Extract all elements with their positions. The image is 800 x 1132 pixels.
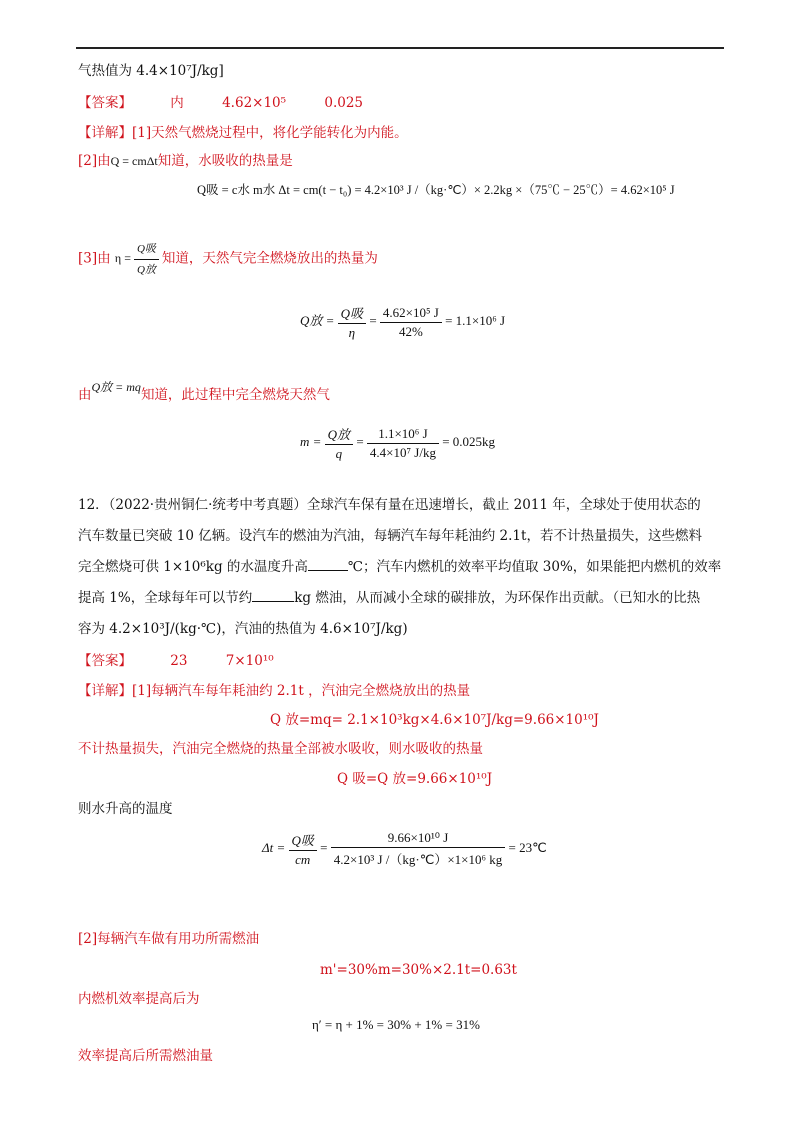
explanation-line: 内燃机效率提高后为 bbox=[78, 991, 200, 1007]
explanation-text: 知道，水吸收的热量是 bbox=[157, 153, 293, 169]
formula-result: = 1.1×10⁶ J bbox=[445, 312, 506, 328]
formula-lhs: Q放 = bbox=[300, 312, 335, 328]
header-rule bbox=[76, 47, 724, 49]
efficiency-formula bbox=[114, 243, 162, 276]
fraction-denominator: η bbox=[348, 325, 356, 340]
fraction-numerator: 9.66×10¹⁰ J bbox=[331, 830, 506, 848]
answer-value: 7×10¹⁰ bbox=[225, 653, 274, 669]
fraction-numerator: Q吸 bbox=[289, 830, 317, 851]
fraction-denominator: 42% bbox=[398, 323, 423, 339]
question-line: 汽车数量已突破 10 亿辆。设汽车的燃油为汽油，每辆汽车每年耗油约 2.1t，若不计热量损失，这些燃料 bbox=[78, 528, 702, 544]
fraction-numerator: Q吸 bbox=[134, 240, 159, 260]
answer-value: 4.62×10⁵ bbox=[222, 95, 287, 111]
explanation-text: 由 bbox=[78, 387, 92, 403]
explanation-text: 知道，天然气完全燃烧放出的热量为 bbox=[161, 250, 378, 267]
equation-mass: m = $\frac{\text{Q放}}{q}$ = $\frac{\text{1.1×10⁶ J}}{\text{4.4×10⁷ J/kg}}$ = 0.025kg bbox=[300, 425, 496, 461]
question-line bbox=[78, 558, 721, 576]
formula: Q = cmΔt bbox=[110, 154, 158, 168]
question-line: 12．（2022·贵州铜仁·统考中考真题）全球汽车保有量在迅速增长，截止 2011 年，全球处于使用状态的 bbox=[78, 497, 701, 513]
fraction-numerator: 4.62×10⁵ J bbox=[380, 305, 442, 323]
answer-value: 0.025 bbox=[324, 95, 364, 111]
explanation-text: [2]由 bbox=[78, 153, 111, 169]
formula-lhs: η = bbox=[114, 251, 131, 266]
fraction-numerator: Q吸 bbox=[338, 303, 366, 324]
answer-blank bbox=[308, 558, 348, 571]
fraction-denominator: 4.4×10⁷ J/kg bbox=[369, 444, 436, 460]
question-line: 容为 4.2×10³J/(kg·℃)，汽油的热值为 4.6×10⁷J/kg) bbox=[78, 621, 408, 637]
equation-new-efficiency: η′ = η + 1% = 30% + 1% = 31% bbox=[312, 1017, 480, 1032]
equation-heat-released: Q放 = $\frac{\text{Q吸}}{\eta}$ = $\frac{\text{4.62×10⁵ J}}{42\%}$ = 1.1×10⁶ J bbox=[300, 304, 506, 340]
answer-label: 【答案】 bbox=[78, 653, 132, 669]
explanation-line bbox=[78, 152, 293, 170]
answer-value: 23 bbox=[170, 653, 188, 669]
question-text: ℃；汽车内燃机的效率平均值取 30%，如果能把内燃机的效率 bbox=[347, 559, 722, 575]
formula: Q放 = mq bbox=[91, 380, 141, 394]
equation-line: m'=30%m=30%×2.1t=0.63t bbox=[320, 962, 517, 978]
question-text: kg 燃油，从而减小全球的碳排放，为环保作出贡献。（已知水的比热 bbox=[294, 590, 701, 606]
question-text: 完全燃烧可供 1×10⁶kg 的水温度升高 bbox=[78, 559, 308, 575]
explanation-text: 知道，此过程中完全燃烧天然气 bbox=[140, 387, 330, 403]
explanation-line bbox=[78, 380, 330, 404]
question-text: 提高 1%，全球每年可以节约 bbox=[78, 590, 253, 606]
explanation-line: 则水升高的温度 bbox=[78, 801, 173, 817]
equation-heat-absorbed: Q吸 = c水 m水 Δt = cm(t − t₀) = 4.2×10³ J /（kg·℃）× 2.2kg ×（75℃ − 25℃）= 4.62×10⁵ J bbox=[197, 183, 675, 197]
fraction-numerator: 1.1×10⁶ J bbox=[367, 426, 439, 444]
explanation-line: 不计热量损失，汽油完全燃烧的热量全部被水吸收，则水吸收的热量 bbox=[78, 741, 483, 757]
question-line bbox=[78, 589, 700, 607]
explanation-line: [2]每辆汽车做有用功所需燃油 bbox=[78, 931, 260, 947]
answer-line-2 bbox=[78, 652, 274, 670]
explanation-line: 【详解】[1]每辆汽车每年耗油约 2.1t ，汽油完全燃烧放出的热量 bbox=[78, 683, 471, 699]
explanation-text: [3]由 bbox=[78, 250, 111, 267]
fraction-denominator: 4.2×10³ J /（kg·℃）×1×10⁶ kg bbox=[333, 852, 503, 867]
fraction-denominator: Q放 bbox=[136, 264, 156, 276]
formula-lhs: Δt = bbox=[262, 839, 286, 855]
fraction-numerator: Q放 bbox=[325, 424, 353, 445]
explanation-line bbox=[78, 240, 378, 279]
equation-temperature-rise: Δt = $\frac{\text{Q吸}}{cm}$ = $\frac{\text{9.66×10¹⁰ J}}{\text{4.2×10³ J /（kg·℃）×1×10⁶ kg}}$ = 23℃ bbox=[262, 830, 547, 867]
fraction-denominator: q bbox=[335, 446, 343, 461]
formula-result: = 0.025kg bbox=[442, 433, 496, 449]
fraction-denominator: cm bbox=[295, 852, 311, 867]
explanation-line: 效率提高后所需燃油量 bbox=[78, 1048, 213, 1064]
equation-line: Q 放=mq= 2.1×10³kg×4.6×10⁷J/kg=9.66×10¹⁰J bbox=[270, 712, 599, 728]
answer-blank bbox=[252, 589, 294, 602]
answer-label: 【答案】 bbox=[78, 95, 132, 111]
explanation-line: 【详解】[1]天然气燃烧过程中，将化学能转化为内能。 bbox=[78, 125, 408, 141]
answer-line-1 bbox=[78, 94, 363, 112]
equation-line: Q 吸=Q 放=9.66×10¹⁰J bbox=[337, 771, 493, 787]
answer-value: 内 bbox=[170, 95, 184, 111]
formula-result: = 23℃ bbox=[508, 839, 547, 855]
text-line: 气热值为 4.4×10⁷J/kg] bbox=[78, 63, 224, 79]
formula-lhs: m = bbox=[300, 433, 322, 449]
